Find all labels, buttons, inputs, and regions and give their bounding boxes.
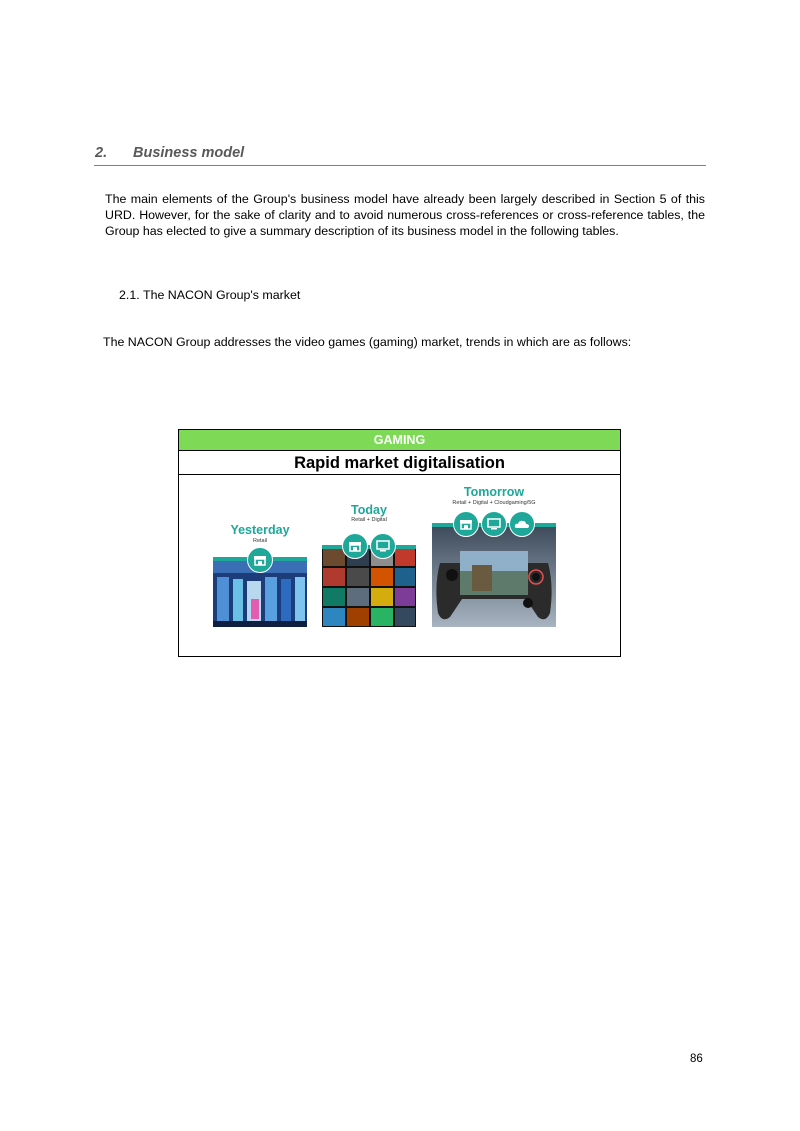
subsection-heading <box>119 288 300 302</box>
stage-today-bar <box>322 545 416 549</box>
stage-tomorrow-title: Tomorrow <box>463 485 525 499</box>
monitor-icon <box>370 533 396 559</box>
monitor-icon <box>481 511 507 537</box>
section-heading <box>94 144 706 166</box>
cloud-icon <box>509 511 535 537</box>
stage-yesterday-subtitle: Retail <box>252 538 268 544</box>
intro-paragraph: The main elements of the Group's business model have already been largely described in Section 5 of this URD. However, for the sake of clarity and to avoid numerous cross-references or cross-reference tables, the Group has elected to give a summary description of its business model in the following tables. <box>105 192 705 238</box>
store-icon <box>453 511 479 537</box>
store-icon <box>342 533 368 559</box>
mobile-controller-photo <box>432 525 556 627</box>
figure-body <box>179 475 620 656</box>
subsection-number: 2.1. <box>119 288 140 302</box>
stage-today-subtitle: Retail + Digital <box>351 517 387 523</box>
section-title: Business model <box>133 145 245 161</box>
gaming-figure <box>178 429 621 657</box>
store-icon <box>247 547 273 573</box>
figure-header: GAMING <box>179 430 620 451</box>
game-covers-photo <box>322 547 416 627</box>
section-number: 2. <box>95 145 108 161</box>
stage-today-title: Today <box>351 503 387 517</box>
stage-yesterday-title: Yesterday <box>230 523 290 537</box>
page-number: 86 <box>690 1053 703 1065</box>
subsection-title: The NACON Group's market <box>143 288 301 302</box>
stage-tomorrow-subtitle: Retail + Digital + Cloudgaming/5G <box>452 500 536 506</box>
figure-title: Rapid market digitalisation <box>179 451 620 475</box>
trend-paragraph: The NACON Group addresses the video games (gaming) market, trends in which are as follows: <box>103 335 632 349</box>
